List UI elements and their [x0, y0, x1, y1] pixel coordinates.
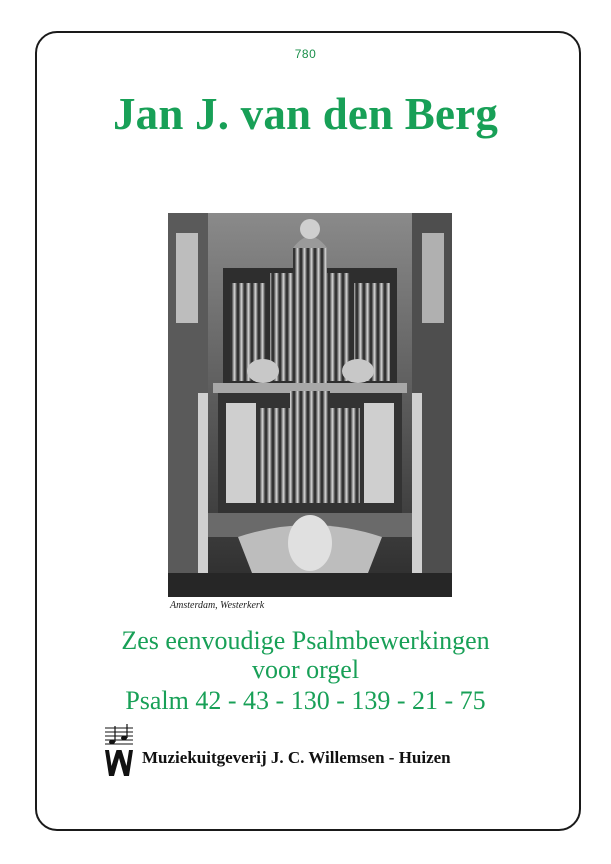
catalog-number: 780 — [294, 47, 317, 61]
composer-name: Jan J. van den Berg — [112, 89, 499, 139]
music-staff-w-logo-icon — [104, 722, 134, 778]
title-line-3: Psalm 42 - 43 - 130 - 139 - 21 - 75 — [125, 686, 486, 715]
photo-caption: Amsterdam, Westerkerk — [170, 600, 265, 611]
organ-photo — [168, 213, 452, 597]
publisher-block — [104, 722, 534, 778]
organ-illustration — [168, 213, 452, 597]
title-line-1: Zes eenvoudige Psalmbewerkingen — [121, 626, 490, 655]
title-line-2: voor orgel — [251, 655, 360, 684]
publisher-name: Muziekuitgeverij J. C. Willemsen - Huizen — [142, 748, 451, 767]
